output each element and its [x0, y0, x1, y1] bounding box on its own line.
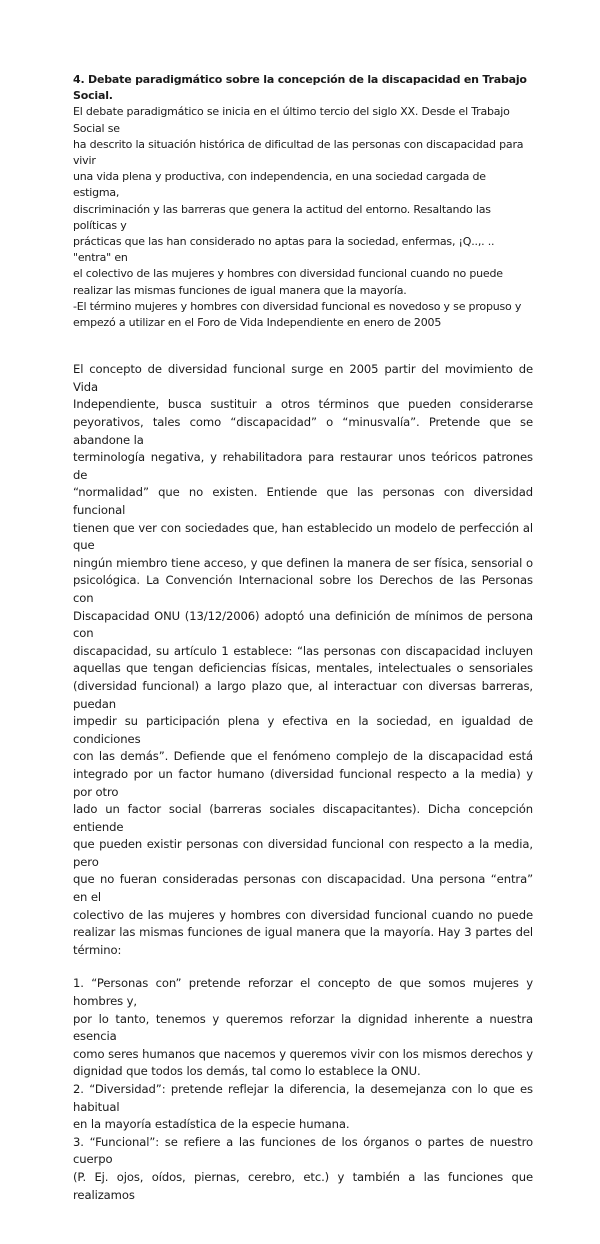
text-line: terminología negativa, y rehabilitadora para restaurar unos teóricos patrones de — [73, 450, 533, 482]
section-intro-text — [73, 104, 533, 331]
text-line: que no fueran consideradas personas con discapacidad. Una persona “entra” en el — [73, 872, 533, 905]
text-line: como seres humanos que nacemos y queremos vivir con los mismos derechos y — [73, 1046, 533, 1061]
text-line: una vida plena y productiva, con independencia, en una sociedad cargada de estigma, — [73, 170, 486, 200]
text-line: 1. “Personas con” pretende reforzar el concepto de que somos mujeres y hombres y, — [73, 976, 533, 1009]
text-line: en la mayoría estadística de la especie humana. — [73, 1117, 350, 1132]
text-line: El concepto de diversidad funcional surge en 2005 partir del movimiento de Vida — [73, 362, 533, 394]
text-line: término: — [73, 942, 122, 957]
text-line: el colectivo de las mujeres y hombres con diversidad funcional cuando no puede — [73, 267, 503, 281]
section-debate-paradigmatico — [73, 72, 533, 331]
text-line: peyorativos, tales como “discapacidad” o “minusvalía”. Pretende que se abandone la — [73, 415, 533, 447]
text-line: tienen que ver con sociedades que, han establecido un modelo de perfección al que — [73, 520, 533, 553]
text-line: (diversidad funcional) a largo plazo que, al interactuar con diversas barreras, puedan — [73, 678, 533, 711]
text-line: dignidad que todos los demás, tal como lo establece la ONU. — [73, 1064, 421, 1079]
text-line: colectivo de las mujeres y hombres con diversidad funcional cuando no puede — [73, 907, 533, 922]
text-line: empezó a utilizar en el Foro de Vida Independiente en enero de 2005 — [73, 316, 442, 330]
text-line: “normalidad” que no existen. Entiende que las personas con diversidad funcional — [73, 485, 533, 517]
text-line: que pueden existir personas con diversidad funcional con respecto a la media, pero — [73, 837, 533, 869]
text-line: lado un factor social (barreras sociales discapacitantes). Dicha concepción entiende — [73, 802, 533, 834]
text-line: Independiente, busca sustituir a otros términos que pueden considerarse — [73, 397, 533, 412]
text-line: realizar las mismas funciones de igual manera que la mayoría. Hay 3 partes del — [73, 925, 533, 940]
text-line: impedir su participación plena y efectiva en la sociedad, en igualdad de condiciones — [73, 714, 533, 746]
text-line: realizar las mismas funciones de igual manera que la mayoría. — [73, 283, 407, 297]
text-line: (P. Ej. ojos, oídos, piernas, cerebro, etc.) y también a las funciones que realizamos — [73, 1169, 533, 1202]
text-line: con las demás”. Defiende que el fenómeno complejo de la discapacidad está — [73, 749, 533, 764]
text-line: prácticas que las han considerado no aptas para la sociedad, enfermas, ¡Q..,. .. "entra" en — [73, 235, 495, 265]
text-line: integrado por un factor humano (diversidad funcional respecto a la media) y por otro — [73, 766, 533, 799]
text-line: discriminación y las barreras que genera la actitud del entorno. Resaltando las políticas y — [73, 202, 491, 232]
numbered-list-term-parts — [73, 975, 533, 1204]
text-line: 2. “Diversidad”: pretende reflejar la diferencia, la desemejanza con lo que es habitual — [73, 1082, 533, 1114]
text-line: aquellas que tengan deficiencias físicas, mentales, intelectuales o sensoriales — [73, 661, 533, 676]
paragraph-diversidad-funcional — [73, 361, 533, 959]
text-line: ningún miembro tiene acceso, y que definen la manera de ser física, sensorial o — [73, 555, 533, 570]
text-line: Discapacidad ONU (13/12/2006) adoptó una definición de mínimos de persona con — [73, 608, 533, 641]
text-line: 3. “Funcional”: se refiere a las funciones de los órganos o partes de nuestro cuerpo — [73, 1134, 533, 1167]
text-line: ha descrito la situación histórica de dificultad de las personas con discapacidad para vivir — [73, 137, 524, 168]
text-line: El debate paradigmático se inicia en el último tercio del siglo XX. Desde el Trabajo Social se — [73, 105, 510, 135]
text-line: -El término mujeres y hombres con diversidad funcional es novedoso y se propuso y — [73, 299, 522, 313]
text-line: por lo tanto, tenemos y queremos reforzar la dignidad inherente a nuestra esencia — [73, 1011, 533, 1044]
text-line: psicológica. La Convención Internacional sobre los Derechos de las Personas con — [73, 573, 533, 605]
section-heading: 4. Debate paradigmático sobre la concepción de la discapacidad en Trabajo Social. — [73, 73, 527, 103]
text-line: discapacidad, su artículo 1 establece: “las personas con discapacidad incluyen — [73, 643, 533, 658]
